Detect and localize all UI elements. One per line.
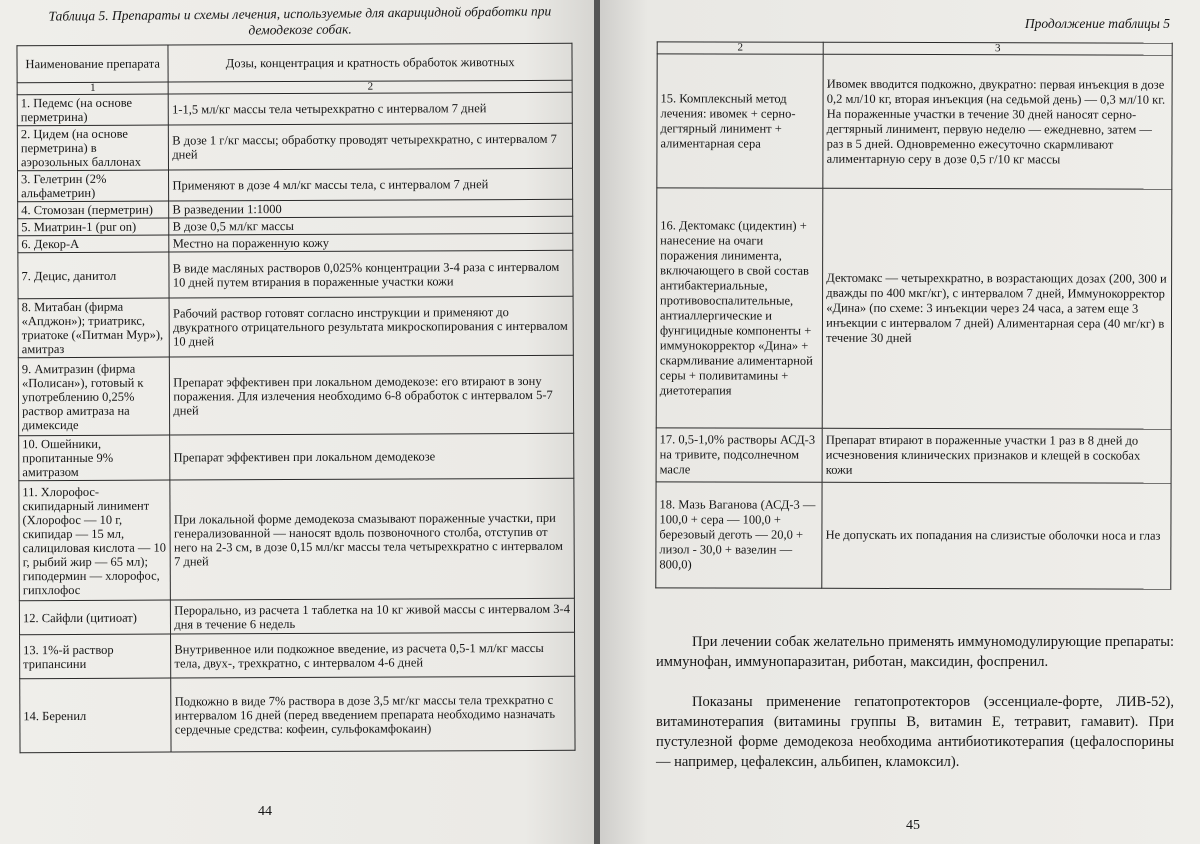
dose-cell: Перорально, из расчета 1 таблетка на 10 кг живой массы с интервалом 3-4 дня в течение 6 недель <box>171 598 575 634</box>
table-row <box>656 428 1171 483</box>
dose-cell: Внутривенное или подкожное введение, из расчета 0,5-1 мл/кг массы тела, двух-, трехкратно, с интервалом 4-6 дней <box>171 632 575 678</box>
drug-name-cell: 4. Стомозан (перметрин) <box>18 201 169 219</box>
dose-cell: Препарат эффективен при локальном демодекозе <box>170 433 574 480</box>
dose-cell: Дектомакс — четырехкратно, в возрастающих дозах (200, 300 и дважды по 400 мкг/кг), с интервалом 7 дней, Иммунокорректор «Дина» (по схеме: 3 инъекции через 24 часа, а затем еще 3 инъекции с интервалом 7 дней) Алиментарная сера (40 мг/кг) в течение 30 дней <box>822 188 1171 429</box>
table-row <box>19 478 575 600</box>
header-dose: Дозы, концентрация и кратность обработок животных <box>168 43 572 82</box>
left-page <box>0 0 596 844</box>
drug-name-cell: 5. Миатрин-1 (pur on) <box>18 218 169 236</box>
table-continuation-label: Продолжение таблицы 5 <box>1024 16 1170 31</box>
drug-name-cell: 16. Дектомакс (цидектин) + нанесение на очаги поражения линимента, включающего в свой состав антибактериальные, противовоспалительные, антиаллергические и фунгицидные компоненты + иммунокорректор «Дина» + скармливание алиментарной серы + поливитамины + диетотерапия <box>656 188 823 428</box>
drug-name-cell: 8. Митабан (фирма «Апджон»); триатрикс, триатоке («Питман Мур»), амитраз <box>18 298 170 358</box>
header-drug-name: Наименование препарата <box>17 45 169 83</box>
table-body <box>656 54 1172 589</box>
drug-name-cell: 1. Педемс (на основе перметрина) <box>17 94 168 126</box>
table-header-row <box>17 43 572 82</box>
drug-name-cell: 17. 0,5-1,0% растворы АСД-3 на тривите, подсолнечном масле <box>656 428 822 482</box>
dose-cell: Препарат втирают в пораженные участки 1 раз в 8 дней до исчезновения клинических признаков и клещей в соскобах кожи <box>822 428 1171 483</box>
drug-name-cell: 14. Беренил <box>20 678 172 753</box>
table-caption <box>40 3 560 40</box>
column-number: 3 <box>823 42 1172 55</box>
column-number: 2 <box>657 42 823 54</box>
dose-cell: Не допускать их попадания на слизистые оболочки носа и глаз <box>822 482 1171 589</box>
dose-cell: В разведении 1:1000 <box>169 199 573 218</box>
dose-cell: Подкожно в виде 7% раствора в дозе 3,5 мг/кг массы тела трехкратно с интервалом 16 дней (перед введением препарата необходимо назначать сердечные средства: кофеин, сульфокамфокаин) <box>171 676 575 752</box>
body-paragraph: Показаны применение гепатопротекторов (эссенциале-форте, ЛИВ-52), витаминотерапия (витамины группы В, витамин Е, тетравит, гамавит). При пустулезной форме демодекоза необходима антибиотикотерапия (цефалоспорины — например, цефалексин, альбипен, кламоксил). <box>656 694 1174 770</box>
table-row <box>656 482 1171 589</box>
caption-lead: Таблица 5. <box>48 8 109 24</box>
treatment-table-right <box>655 41 1172 589</box>
drug-name-cell: 2. Цидем (на основе перметрина) в аэрозольных баллонах <box>17 125 169 171</box>
dose-cell: Рабочий раствор готовят согласно инструкции и применяют до двукратного отрицательного результата микроскопирования с интервалом 10 дней <box>169 296 573 357</box>
drug-name-cell: 6. Декор-А <box>18 235 169 253</box>
table-row <box>18 168 573 201</box>
table-row <box>18 355 573 435</box>
dose-cell: Ивомек вводится подкожно, двукратно: первая инъекция в дозе 0,2 мл/10 кг, вторая инъекция (на седьмой день) — 0,3 мл/10 кг. На пораженные участки в течение 30 дней наносят серно-дегтярный линимент, первую неделю — ежедневно, затем — раз в 5 дней. Одновременно ежесуточно скармливают алиментарную серу в дозе 0,5 г/10 кг массы <box>823 54 1172 189</box>
column-number: 2 <box>168 80 572 94</box>
drug-name-cell: 7. Децис, данитол <box>18 252 170 299</box>
drug-name-cell: 15. Комплексный метод лечения: ивомек + серно-дегтярный линимент + алиментарная сера <box>657 54 824 188</box>
dose-cell: Применяют в дозе 4 мл/кг массы тела, с интервалом 7 дней <box>169 168 573 201</box>
drug-name-cell: 12. Сайфли (цитиоат) <box>19 600 171 635</box>
table-row <box>20 632 575 678</box>
drug-name-cell: 9. Амитразин (фирма «Полисан»), готовый к употреблению 0,25% раствор амитраза на димексиде <box>18 357 170 436</box>
drug-name-cell: 11. Хлорофос-скипидарный линимент (Хлорофос — 10 г, скипидар — 15 мл, салициловая кислота — 10 г, рыбий жир — 65 мл); гиподермин — хлорофос, гипхлофос <box>19 480 171 601</box>
page-number: 44 <box>258 804 272 819</box>
drug-name-cell: 3. Гелетрин (2% альфаметрин) <box>18 170 169 202</box>
table-row <box>17 92 572 125</box>
dose-cell: В дозе 1 г/кг массы; обработку проводят четырехкратно, с интервалом 7 дней <box>169 123 573 170</box>
caption-text: Препараты и схемы лечения, используемые для акарицидной обработки при демодекозе собак. <box>111 3 552 38</box>
table-row <box>20 676 575 752</box>
drug-name-cell: 13. 1%-й раствор трипансини <box>20 634 172 679</box>
table-row <box>656 188 1172 429</box>
table-row <box>18 250 573 298</box>
page-number: 45 <box>906 818 920 833</box>
table-row <box>18 296 573 357</box>
table-body <box>17 92 575 752</box>
dose-cell: Препарат эффективен при локальном демодекозе: его втирают в зону поражения. Для излечения необходимо 6-8 обработок с интервалом 5-7 дней <box>170 355 574 435</box>
dose-cell: При локальной форме демодекоза смазывают пораженные участки, при генерализованной — наносят вдоль позвоночного столба, отступив от него на 2-3 см, в дозе 0,15 мл/кг массы тела четырехкратно с интервалом 7 дней <box>170 478 574 600</box>
dose-cell: 1-1,5 мл/кг массы тела четырехкратно с интервалом 7 дней <box>169 92 573 125</box>
drug-name-cell: 10. Ошейники, пропитанные 9% амитразом <box>19 435 171 481</box>
table-row <box>17 123 572 170</box>
drug-name-cell: 18. Мазь Ваганова (АСД-3 — 100,0 + сера — 100,0 + березовый деготь — 20,0 + лизол - 30,0 + вазелин — 800,0) <box>656 482 822 588</box>
dose-cell: В дозе 0,5 мл/кг массы <box>169 216 573 235</box>
dose-cell: Местно на пораженную кожу <box>169 233 573 252</box>
table-row <box>19 433 574 480</box>
table-row <box>19 598 574 634</box>
body-paragraph: При лечении собак желательно применять иммуномодулирующие препараты: иммунофан, иммунопаразитан, риботан, максидин, фоспренил. <box>656 634 1174 670</box>
table-row <box>657 54 1172 189</box>
treatment-table-left <box>16 43 575 753</box>
dose-cell: В виде масляных растворов 0,025% концентрации 3-4 раза с интервалом 10 дней путем втирания в пораженные участки кожи <box>169 250 573 298</box>
column-number: 1 <box>17 82 168 95</box>
